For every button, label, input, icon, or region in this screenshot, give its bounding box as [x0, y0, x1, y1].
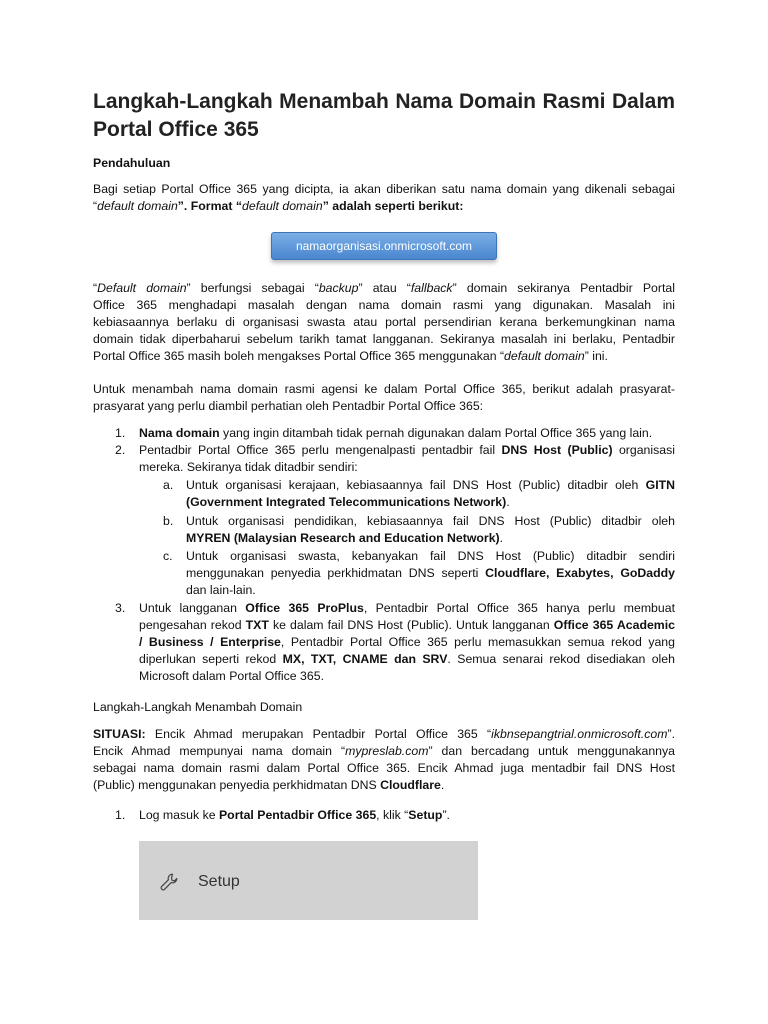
situasi-line-2: Encik Ahmad mempunyai nama domain “mypreslab.com” dan bercadang untuk menggunakannya	[93, 744, 676, 758]
p2-line-3: kebiasaannya berlaku di organisasi swasta atau portal persendirian kerana berkemungkinan nama	[93, 315, 675, 329]
step-number: 1.	[115, 808, 126, 822]
situasi-line-4: (Public) menggunakan penyedia perkhidmatan DNS Cloudflare.	[93, 778, 445, 792]
p2-line-5: Portal Office 365 masih boleh mengakses Portal Office 365 menggunakan “default domain” ini.	[93, 349, 608, 363]
default-domain-paragraph	[93, 280, 675, 365]
default-domain-example	[271, 232, 497, 260]
p2-line-1: “Default domain” berfungsi sebagai “backup” atau “fallback” domain sekiranya Pentadbir Portal	[93, 281, 675, 295]
title-line-2: Portal Office 365	[93, 118, 259, 141]
p3-line-1: Untuk menambah nama domain rasmi agensi ke dalam Portal Office 365, berikut adalah prasyarat-	[93, 382, 675, 396]
setup-screenshot	[139, 841, 478, 920]
title-line-1: Langkah-Langkah Menambah Nama Domain Rasmi Dalam	[93, 90, 675, 113]
sub-list-letter: b.	[163, 514, 174, 528]
sub-item-text: Untuk organisasi pendidikan, kebiasaannya fail DNS Host (Public) ditadbir oleh MYREN (Malaysian Research and Education Network).	[186, 514, 675, 545]
situasi-line-3: sebagai nama domain rasmi dalam Portal Office 365. Encik Ahmad juga mentadbir fail DNS Host	[93, 761, 675, 775]
p3-line-2: prasyarat yang perlu diambil perhatian oleh Pentadbir Portal Office 365:	[93, 399, 484, 413]
list-item-text: Untuk langganan Office 365 ProPlus, Pentadbir Portal Office 365 hanya perlu membuat pengesahan rekod TXT ke dalam fail DNS Host (Public). Untuk langganan Office 365 Academic / Business / Enterprise, Pentadbir Portal Office 365 perlu memasukkan semua rekod yang diperlukan seperti rekod MX, TXT, CNAME dan SRV. Semua senarai rekod disediakan oleh Microsoft dalam Portal Office 365.	[139, 601, 675, 683]
situation-paragraph	[93, 726, 675, 794]
setup-label[interactable]: Setup	[198, 873, 240, 890]
step-text: Log masuk ke Portal Pentadbir Office 365, klik “Setup”.	[139, 808, 450, 822]
sub-item-text: Untuk organisasi swasta, kebanyakan fail DNS Host (Public) ditadbir sendiri menggunakan penyedia perkhidmatan DNS seperti Cloudflare, Exabytes, GoDaddy dan lain-lain.	[186, 549, 675, 597]
intro-paragraph	[93, 181, 675, 215]
intro-line-1: Bagi setiap Portal Office 365 yang dicipta, ia akan diberikan satu nama domain yang dikenali sebagai	[93, 182, 675, 196]
situasi-line-1: SITUASI: Encik Ahmad merupakan Pentadbir Portal Office 365 “ikbnsepangtrial.onmicrosoft.com”.	[93, 727, 675, 741]
sub-item-text: Untuk organisasi kerajaan, kebiasaannya fail DNS Host (Public) ditadbir oleh GITN (Government Integrated Telecommunications Network).	[186, 478, 675, 509]
prerequisites-paragraph	[93, 381, 675, 415]
intro-line-2: “default domain”. Format “default domain” adalah seperti berikut:	[93, 199, 464, 213]
list-item-text: Nama domain yang ingin ditambah tidak pernah digunakan dalam Portal Office 365 yang lain.	[139, 426, 653, 440]
wrench-icon	[159, 872, 179, 892]
default-domain-box: namaorganisasi.onmicrosoft.com	[271, 232, 497, 260]
document-title	[93, 88, 675, 144]
list-number: 3.	[115, 601, 126, 615]
p2-line-2: Office 365 menghadapi masalah dengan nama domain rasmi yang digunakan. Masalah ini	[93, 298, 675, 312]
list-item-text: Pentadbir Portal Office 365 perlu mengenalpasti pentadbir fail DNS Host (Public) organisasi mereka. Sekiranya tidak ditadbir sendiri:	[139, 443, 675, 474]
p2-line-4: domain tidak diperbaharui sebelum tarikh tamat langganan. Sekiranya masalah ini berlaku, Pentadbir	[93, 332, 675, 346]
sub-list-letter: a.	[163, 478, 174, 492]
section-heading-intro: Pendahuluan	[93, 156, 171, 170]
list-number: 2.	[115, 443, 126, 457]
section-heading-steps: Langkah-Langkah Menambah Domain	[93, 700, 303, 714]
list-number: 1.	[115, 426, 126, 440]
sub-list-letter: c.	[163, 549, 173, 563]
